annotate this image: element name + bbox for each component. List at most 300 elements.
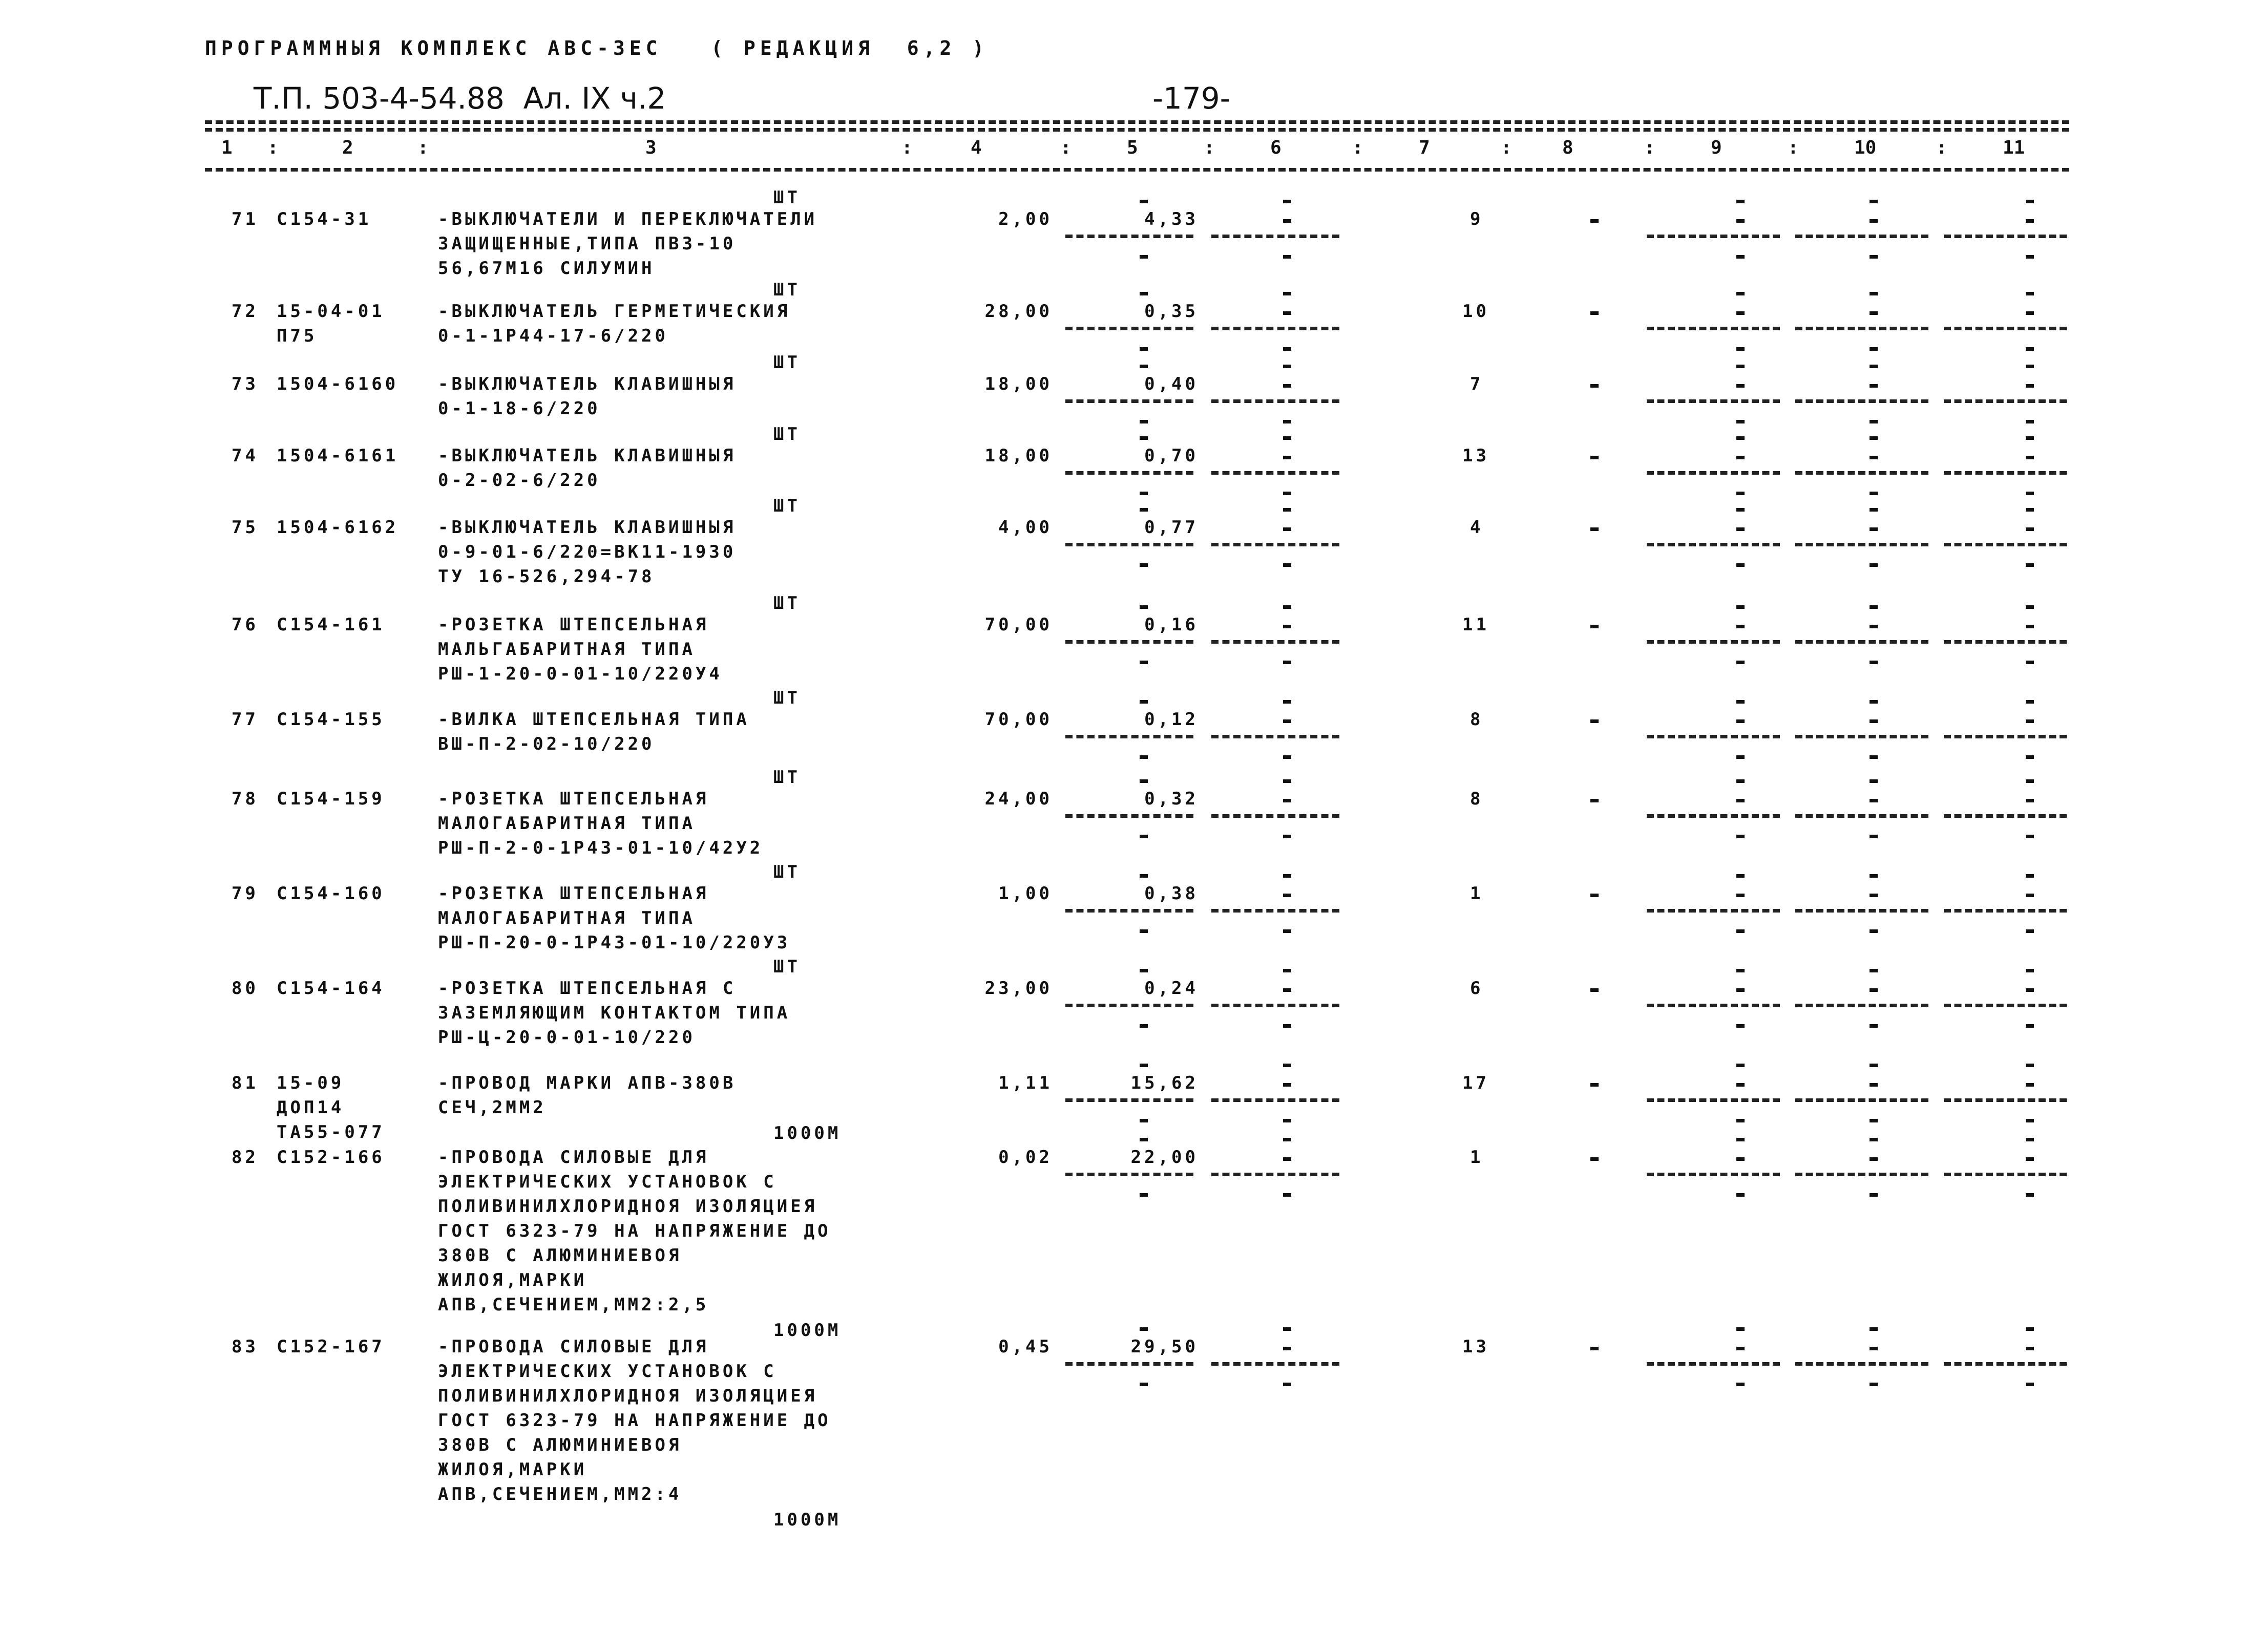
row-divider xyxy=(1211,543,1339,546)
row-upper-mark xyxy=(1736,779,1745,783)
row-col7: 17 xyxy=(1462,1073,1489,1093)
column-header-6: 6 xyxy=(1270,137,1282,158)
row-lower-mark xyxy=(1283,755,1291,759)
column-separator: : xyxy=(1204,137,1215,158)
row-col11-dash xyxy=(2026,625,2034,628)
row-price: 0,16 xyxy=(1144,614,1199,635)
row-code: С152-167 xyxy=(277,1337,385,1357)
row-col11-dash xyxy=(2026,311,2034,315)
row-description: 380В С АЛЮМИНИЕВОЯ xyxy=(438,1245,682,1266)
row-upper-mark xyxy=(1283,874,1291,878)
row-number: 73 xyxy=(232,374,259,394)
row-upper-mark xyxy=(2026,605,2034,609)
row-unit: ШТ xyxy=(773,496,801,516)
row-upper-mark xyxy=(1140,700,1148,704)
row-lower-mark xyxy=(1736,255,1745,259)
row-code: 1504-6161 xyxy=(277,446,399,466)
row-divider xyxy=(1647,735,1780,738)
row-col8-dash xyxy=(1590,799,1599,802)
row-unit: ШТ xyxy=(773,424,801,444)
row-col9-dash xyxy=(1736,1083,1745,1087)
row-quantity: 1,00 xyxy=(998,883,1053,904)
row-upper-mark xyxy=(1283,1327,1291,1331)
row-description: ПОЛИВИНИЛХЛОРИДНОЯ ИЗОЛЯЦИЕЯ xyxy=(438,1386,818,1406)
row-description: -ПРОВОДА СИЛОВЫЕ ДЛЯ xyxy=(438,1337,709,1357)
row-divider xyxy=(1944,909,2067,913)
row-divider xyxy=(1211,1362,1339,1366)
row-description: РШ-П-20-0-1Р43-01-10/220У3 xyxy=(438,932,791,953)
row-code: 1504-6162 xyxy=(277,517,399,538)
row-lower-mark xyxy=(1283,929,1291,933)
row-upper-mark xyxy=(2026,508,2034,512)
row-upper-mark xyxy=(1283,605,1291,609)
document-reference: Т.П. 503-4-54.88 Ал. IX ч.2 xyxy=(254,81,666,116)
row-col6-dash xyxy=(1283,384,1291,388)
row-unit: ШТ xyxy=(773,187,801,208)
row-description: ГОСТ 6323-79 НА НАПРЯЖЕНИЕ ДО xyxy=(438,1410,831,1431)
row-code: ТА55-077 xyxy=(277,1122,385,1142)
row-lower-mark xyxy=(1870,661,1878,664)
row-divider xyxy=(1065,1173,1193,1176)
row-unit: ШТ xyxy=(773,957,801,977)
row-divider xyxy=(1211,814,1339,818)
row-description: ТУ 16-526,294-78 xyxy=(438,566,655,587)
row-col8-dash xyxy=(1590,988,1599,992)
row-lower-mark xyxy=(2026,492,2034,495)
row-col6-dash xyxy=(1283,894,1291,897)
row-description: ГОСТ 6323-79 НА НАПРЯЖЕНИЕ ДО xyxy=(438,1221,831,1241)
row-unit: ШТ xyxy=(773,688,801,708)
row-code: С154-31 xyxy=(277,209,372,229)
row-col6-dash xyxy=(1283,1157,1291,1161)
row-unit: ШТ xyxy=(773,352,801,373)
row-divider xyxy=(1795,814,1928,818)
row-col6-dash xyxy=(1283,988,1291,992)
row-lower-mark xyxy=(2026,563,2034,567)
header-top-divider-2 xyxy=(205,128,2069,132)
row-divider xyxy=(1211,735,1339,738)
row-upper-mark xyxy=(1870,969,1878,972)
column-separator: : xyxy=(901,137,913,158)
row-col9-dash xyxy=(1736,894,1745,897)
row-quantity: 24,00 xyxy=(984,789,1053,809)
row-unit: ШТ xyxy=(773,280,801,300)
row-col6-dash xyxy=(1283,456,1291,459)
row-number: 72 xyxy=(232,301,259,322)
row-quantity: 70,00 xyxy=(984,614,1053,635)
row-divider xyxy=(1647,399,1780,403)
row-col10-dash xyxy=(1870,219,1878,223)
row-divider xyxy=(1211,471,1339,475)
column-separator: : xyxy=(1501,137,1512,158)
row-upper-mark xyxy=(1283,292,1291,295)
row-quantity: 0,45 xyxy=(998,1337,1053,1357)
row-description: ПОЛИВИНИЛХЛОРИДНОЯ ИЗОЛЯЦИЕЯ xyxy=(438,1196,818,1217)
row-upper-mark xyxy=(2026,969,2034,972)
row-col10-dash xyxy=(1870,1083,1878,1087)
row-divider xyxy=(1944,399,2067,403)
row-lower-mark xyxy=(2026,661,2034,664)
row-description: -РОЗЕТКА ШТЕПСЕЛЬНАЯ С xyxy=(438,978,737,999)
row-col11-dash xyxy=(2026,988,2034,992)
row-divider xyxy=(1944,1004,2067,1007)
row-col8-dash xyxy=(1590,894,1599,897)
row-description: ЭЛЕКТРИЧЕСКИХ УСТАНОВОК С xyxy=(438,1172,777,1192)
row-divider xyxy=(1795,399,1928,403)
row-number: 71 xyxy=(232,209,259,229)
row-divider xyxy=(1795,735,1928,738)
row-price: 4,33 xyxy=(1144,209,1199,229)
row-price: 0,38 xyxy=(1144,883,1199,904)
row-divider xyxy=(1944,543,2067,546)
row-divider xyxy=(1065,1004,1193,1007)
row-col8-dash xyxy=(1590,456,1599,459)
row-lower-mark xyxy=(2026,420,2034,423)
row-col9-dash xyxy=(1736,988,1745,992)
page-number: -179- xyxy=(1152,81,1231,116)
row-upper-mark xyxy=(2026,700,2034,704)
row-number: 76 xyxy=(232,614,259,635)
row-col7: 13 xyxy=(1462,1337,1489,1357)
row-description: -РОЗЕТКА ШТЕПСЕЛЬНАЯ xyxy=(438,614,709,635)
row-number: 81 xyxy=(232,1073,259,1093)
row-divider xyxy=(1065,235,1193,238)
row-col8-dash xyxy=(1590,219,1599,223)
row-col8-dash xyxy=(1590,384,1599,388)
row-description: ЭЛЕКТРИЧЕСКИХ УСТАНОВОК С xyxy=(438,1361,777,1382)
row-lower-mark xyxy=(1140,492,1148,495)
row-price: 0,77 xyxy=(1144,517,1199,538)
row-lower-mark xyxy=(1140,563,1148,567)
row-lower-mark xyxy=(1283,255,1291,259)
row-description: -ПРОВОДА СИЛОВЫЕ ДЛЯ xyxy=(438,1147,709,1168)
row-lower-mark xyxy=(2026,1193,2034,1197)
row-divider xyxy=(1065,909,1193,913)
column-header-9: 9 xyxy=(1711,137,1722,158)
row-lower-mark xyxy=(1736,835,1745,838)
column-header-11: 11 xyxy=(2003,137,2025,158)
row-description: МАЛЬГАБАРИТНАЯ ТИПА xyxy=(438,639,696,660)
row-upper-mark xyxy=(1736,200,1745,203)
row-col9-dash xyxy=(1736,219,1745,223)
row-upper-mark xyxy=(1870,700,1878,704)
row-description: -ВИЛКА ШТЕПСЕЛЬНАЯ ТИПА xyxy=(438,709,750,730)
row-lower-mark xyxy=(1870,755,1878,759)
row-col8-dash xyxy=(1590,1083,1599,1087)
row-code: С152-166 xyxy=(277,1147,385,1168)
row-number: 75 xyxy=(232,517,259,538)
row-number: 83 xyxy=(232,1337,259,1357)
row-divider xyxy=(1944,1098,2067,1102)
row-col10-dash xyxy=(1870,1157,1878,1161)
row-col11-dash xyxy=(2026,1083,2034,1087)
row-divider xyxy=(1211,1004,1339,1007)
header-bottom-divider xyxy=(205,168,2069,172)
row-col7: 8 xyxy=(1470,789,1484,809)
row-upper-mark xyxy=(1140,292,1148,295)
row-lower-mark xyxy=(1283,1024,1291,1028)
row-divider xyxy=(1795,235,1928,238)
row-divider xyxy=(1647,1098,1780,1102)
row-upper-mark xyxy=(1140,969,1148,972)
row-description: ВШ-П-2-02-10/220 xyxy=(438,734,655,754)
row-lower-mark xyxy=(1870,1024,1878,1028)
row-upper-mark xyxy=(1870,1138,1878,1141)
row-upper-mark xyxy=(2026,292,2034,295)
row-description: 0-1-1Р44-17-6/220 xyxy=(438,326,668,346)
row-col7: 7 xyxy=(1470,374,1484,394)
row-description: -ВЫКЛЮЧАТЕЛЬ КЛАВИШНЫЯ xyxy=(438,517,737,538)
row-lower-mark xyxy=(1283,835,1291,838)
row-lower-mark xyxy=(1736,661,1745,664)
column-separator: : xyxy=(267,137,279,158)
row-upper-mark xyxy=(2026,779,2034,783)
row-upper-mark xyxy=(1140,365,1148,368)
row-price: 0,70 xyxy=(1144,446,1199,466)
row-lower-mark xyxy=(1736,347,1745,351)
row-col10-dash xyxy=(1870,1347,1878,1350)
row-upper-mark xyxy=(2026,1064,2034,1067)
row-lower-mark xyxy=(1283,1193,1291,1197)
row-lower-mark xyxy=(1870,255,1878,259)
row-lower-mark xyxy=(2026,1119,2034,1122)
row-col7: 6 xyxy=(1470,978,1484,999)
row-description: 0-1-18-6/220 xyxy=(438,398,601,419)
row-description: -ПРОВОД МАРКИ АПВ-380В xyxy=(438,1073,737,1093)
row-price: 22,00 xyxy=(1130,1147,1199,1168)
row-lower-mark xyxy=(2026,835,2034,838)
row-upper-mark xyxy=(2026,874,2034,878)
row-col10-dash xyxy=(1870,988,1878,992)
row-upper-mark xyxy=(1140,1138,1148,1141)
row-divider xyxy=(1211,909,1339,913)
row-col8-dash xyxy=(1590,311,1599,315)
row-lower-mark xyxy=(1870,420,1878,423)
row-col8-dash xyxy=(1590,719,1599,723)
row-divider xyxy=(1065,399,1193,403)
row-divider xyxy=(1065,1362,1193,1366)
row-code: 1504-6160 xyxy=(277,374,399,394)
row-col10-dash xyxy=(1870,625,1878,628)
row-upper-mark xyxy=(1736,292,1745,295)
row-lower-mark xyxy=(1283,661,1291,664)
row-description: РШ-Ц-20-0-01-10/220 xyxy=(438,1027,696,1048)
row-description: ЖИЛОЯ,МАРКИ xyxy=(438,1459,587,1480)
row-lower-mark xyxy=(2026,1024,2034,1028)
row-lower-mark xyxy=(1870,347,1878,351)
row-divider xyxy=(1211,235,1339,238)
row-col7: 8 xyxy=(1470,709,1484,730)
row-code: ДОП14 xyxy=(277,1097,345,1118)
row-lower-mark xyxy=(2026,1383,2034,1386)
row-code: С154-164 xyxy=(277,978,385,999)
row-code: С154-160 xyxy=(277,883,385,904)
row-divider xyxy=(1065,543,1193,546)
row-divider xyxy=(1944,640,2067,644)
row-lower-mark xyxy=(1140,255,1148,259)
row-col7: 11 xyxy=(1462,614,1489,635)
row-upper-mark xyxy=(1283,1064,1291,1067)
row-upper-mark xyxy=(1140,874,1148,878)
row-lower-mark xyxy=(1736,929,1745,933)
row-code: С154-161 xyxy=(277,614,385,635)
row-col8-dash xyxy=(1590,527,1599,531)
row-divider xyxy=(1065,735,1193,738)
row-description: -ВЫКЛЮЧАТЕЛИ И ПЕРЕКЛЮЧАТЕЛИ xyxy=(438,209,818,229)
row-lower-mark xyxy=(1870,492,1878,495)
row-lower-mark xyxy=(1870,563,1878,567)
row-divider xyxy=(1795,1004,1928,1007)
row-upper-mark xyxy=(1283,700,1291,704)
row-upper-mark xyxy=(1870,1327,1878,1331)
row-upper-mark xyxy=(1736,969,1745,972)
row-col9-dash xyxy=(1736,384,1745,388)
row-divider xyxy=(1647,814,1780,818)
row-price: 0,24 xyxy=(1144,978,1199,999)
row-unit: ШТ xyxy=(773,593,801,613)
row-description: -ВЫКЛЮЧАТЕЛЬ ГЕРМЕТИЧЕСКИЯ xyxy=(438,301,791,322)
row-upper-mark xyxy=(1736,1064,1745,1067)
row-lower-mark xyxy=(1736,1119,1745,1122)
row-lower-mark xyxy=(1870,1193,1878,1197)
row-upper-mark xyxy=(1140,436,1148,440)
row-price: 0,35 xyxy=(1144,301,1199,322)
column-header-2: 2 xyxy=(342,137,353,158)
row-col8-dash xyxy=(1590,1157,1599,1161)
row-upper-mark xyxy=(2026,200,2034,203)
row-col9-dash xyxy=(1736,799,1745,802)
row-lower-mark xyxy=(1736,492,1745,495)
row-col11-dash xyxy=(2026,719,2034,723)
column-separator: : xyxy=(1644,137,1655,158)
row-upper-mark xyxy=(1140,1327,1148,1331)
row-upper-mark xyxy=(1736,605,1745,609)
row-divider xyxy=(1795,471,1928,475)
row-divider xyxy=(1065,327,1193,330)
row-number: 82 xyxy=(232,1147,259,1168)
row-description: -РОЗЕТКА ШТЕПСЕЛЬНАЯ xyxy=(438,883,709,904)
header-top-divider xyxy=(205,120,2069,124)
row-code: 15-04-01 xyxy=(277,301,385,322)
row-number: 78 xyxy=(232,789,259,809)
row-upper-mark xyxy=(1283,436,1291,440)
row-lower-mark xyxy=(1140,347,1148,351)
row-code: С154-159 xyxy=(277,789,385,809)
row-upper-mark xyxy=(2026,1138,2034,1141)
row-col11-dash xyxy=(2026,1347,2034,1350)
row-col6-dash xyxy=(1283,625,1291,628)
row-lower-mark xyxy=(1283,1119,1291,1122)
row-lower-mark xyxy=(1736,1383,1745,1386)
row-quantity: 23,00 xyxy=(984,978,1053,999)
row-upper-mark xyxy=(1870,200,1878,203)
column-header-4: 4 xyxy=(971,137,982,158)
row-description: ЗАЩИЩЕННЫЕ,ТИПА ПВЗ-10 xyxy=(438,234,737,254)
row-unit: 1000М xyxy=(773,1320,842,1341)
row-lower-mark xyxy=(1140,661,1148,664)
row-lower-mark xyxy=(1870,1119,1878,1122)
row-divider xyxy=(1211,640,1339,644)
row-divider xyxy=(1944,235,2067,238)
row-lower-mark xyxy=(1283,492,1291,495)
row-divider xyxy=(1795,327,1928,330)
row-divider xyxy=(1647,543,1780,546)
row-divider xyxy=(1795,640,1928,644)
row-col10-dash xyxy=(1870,456,1878,459)
column-header-1: 1 xyxy=(221,137,233,158)
row-code: П75 xyxy=(277,326,318,346)
row-divider xyxy=(1647,640,1780,644)
row-divider xyxy=(1647,1004,1780,1007)
row-divider xyxy=(1211,1173,1339,1176)
row-divider xyxy=(1065,471,1193,475)
row-description: 56,67М16 СИЛУМИН xyxy=(438,258,655,279)
row-col9-dash xyxy=(1736,625,1745,628)
row-divider xyxy=(1944,471,2067,475)
row-description: 380В С АЛЮМИНИЕВОЯ xyxy=(438,1435,682,1455)
row-divider xyxy=(1647,471,1780,475)
row-description: 0-2-02-6/220 xyxy=(438,470,601,491)
row-divider xyxy=(1211,399,1339,403)
row-divider xyxy=(1795,1173,1928,1176)
row-description: ЖИЛОЯ,МАРКИ xyxy=(438,1270,587,1290)
row-lower-mark xyxy=(1140,929,1148,933)
row-lower-mark xyxy=(1736,755,1745,759)
row-lower-mark xyxy=(1736,1193,1745,1197)
row-divider xyxy=(1944,1173,2067,1176)
row-col11-dash xyxy=(2026,894,2034,897)
row-quantity: 18,00 xyxy=(984,374,1053,394)
row-col9-dash xyxy=(1736,719,1745,723)
row-col9-dash xyxy=(1736,311,1745,315)
row-col11-dash xyxy=(2026,799,2034,802)
row-col11-dash xyxy=(2026,1157,2034,1161)
row-upper-mark xyxy=(1140,605,1148,609)
row-lower-mark xyxy=(1283,1383,1291,1386)
row-description: СЕЧ,2ММ2 xyxy=(438,1097,547,1118)
row-col11-dash xyxy=(2026,384,2034,388)
column-separator: : xyxy=(1352,137,1363,158)
row-upper-mark xyxy=(1870,436,1878,440)
row-upper-mark xyxy=(1283,969,1291,972)
row-lower-mark xyxy=(1140,1024,1148,1028)
row-price: 15,62 xyxy=(1130,1073,1199,1093)
row-upper-mark xyxy=(1283,508,1291,512)
row-col6-dash xyxy=(1283,527,1291,531)
row-lower-mark xyxy=(1283,563,1291,567)
row-upper-mark xyxy=(1736,365,1745,368)
row-divider xyxy=(1647,235,1780,238)
row-divider xyxy=(1647,1362,1780,1366)
row-col6-dash xyxy=(1283,799,1291,802)
row-unit: ШТ xyxy=(773,862,801,882)
row-col7: 13 xyxy=(1462,446,1489,466)
row-description: АПВ,СЕЧЕНИЕМ,ММ2:2,5 xyxy=(438,1295,709,1315)
row-upper-mark xyxy=(1736,700,1745,704)
row-upper-mark xyxy=(1283,1138,1291,1141)
row-lower-mark xyxy=(2026,755,2034,759)
row-lower-mark xyxy=(1140,755,1148,759)
row-col10-dash xyxy=(1870,799,1878,802)
row-divider xyxy=(1211,1098,1339,1102)
column-header-3: 3 xyxy=(645,137,657,158)
row-upper-mark xyxy=(1870,365,1878,368)
row-divider xyxy=(1065,1098,1193,1102)
row-number: 74 xyxy=(232,446,259,466)
row-divider xyxy=(1211,327,1339,330)
row-divider xyxy=(1944,814,2067,818)
row-quantity: 70,00 xyxy=(984,709,1053,730)
